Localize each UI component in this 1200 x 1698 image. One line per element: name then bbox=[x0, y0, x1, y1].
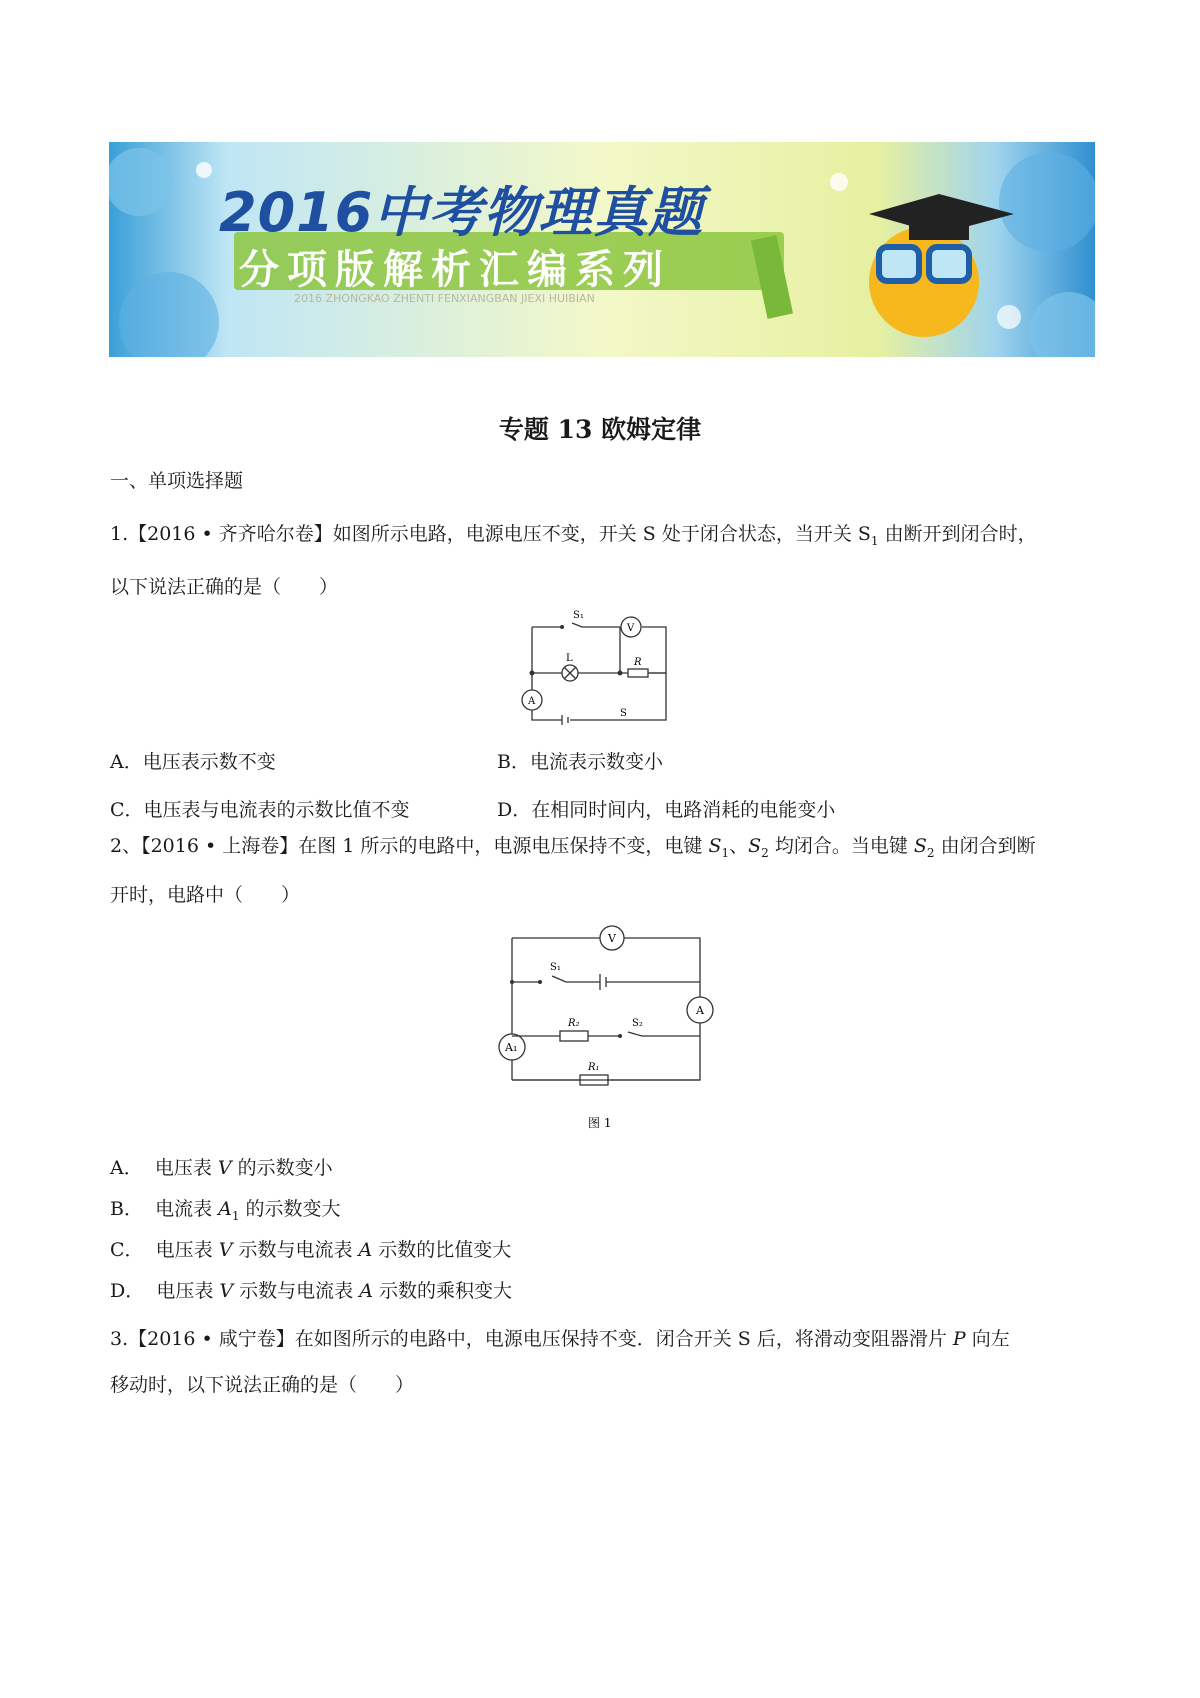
q2-a-var: V bbox=[217, 1157, 232, 1179]
q3-line2: 移动时，以下说法正确的是（ ） bbox=[110, 1374, 415, 1396]
header-banner bbox=[109, 142, 1095, 357]
q2-b-rest: 的示数变大 bbox=[239, 1198, 341, 1220]
q1-line2: 以下说法正确的是（ ） bbox=[110, 575, 339, 598]
q2-b-text: 电流表 bbox=[155, 1198, 219, 1220]
q2-d-var2: A bbox=[359, 1280, 373, 1302]
q2-label-r2: R₂ bbox=[568, 1018, 580, 1029]
q2-label-v: V bbox=[608, 932, 616, 945]
q2-s2-sub: 2 bbox=[761, 845, 769, 860]
q2-option-c bbox=[110, 1235, 511, 1262]
q2-label-s1: S₁ bbox=[550, 962, 561, 973]
q3-text: 3.【2016 • 咸宁卷】在如图所示的电路中，电源电压保持不变．闭合开关 S 后，将滑动变阻器滑片 bbox=[110, 1328, 953, 1350]
q2-c-var: V bbox=[218, 1239, 233, 1261]
q2-figure-caption: 图 1 bbox=[588, 1116, 612, 1130]
section-heading: 一、单项选择题 bbox=[110, 470, 244, 492]
q2-c-var2: A bbox=[358, 1239, 373, 1261]
q1-label-r: R bbox=[634, 657, 642, 668]
q1-option-a: A．电压表示数不变 bbox=[110, 751, 276, 773]
q2-prefix: 2、【2016 • 上海卷】在图 1 所示的电路中，电源电压保持不变，电键 bbox=[110, 835, 709, 857]
q2-a-label: A． bbox=[110, 1157, 143, 1179]
q2-d-label: D． bbox=[110, 1280, 145, 1302]
q2-a-text: 电压表 bbox=[154, 1157, 218, 1179]
q2-d-var: V bbox=[219, 1280, 234, 1302]
q2-mid: 均闭合。当电键 bbox=[768, 835, 914, 857]
q2-suffix: 由闭合到断 bbox=[934, 835, 1036, 857]
q1-option-c: C．电压表与电流表的示数比值不变 bbox=[110, 799, 410, 821]
q1-label-a: A bbox=[528, 696, 536, 707]
q1-label-v: V bbox=[627, 623, 635, 634]
q2-s1-sub: 1 bbox=[721, 845, 730, 860]
q3-p: P bbox=[952, 1328, 966, 1350]
q1-circuit-diagram bbox=[520, 605, 675, 730]
q2-option-b bbox=[110, 1194, 341, 1223]
q2-d-rest2: 示数的乘积变大 bbox=[372, 1280, 512, 1302]
q2-b-var: A bbox=[218, 1198, 232, 1220]
q2-d-rest: 示数与电流表 bbox=[233, 1280, 360, 1302]
q2-label-r1: R₁ bbox=[588, 1062, 600, 1073]
banner-title: 2016中考物理真题 bbox=[219, 181, 704, 244]
q2-sep: 、 bbox=[729, 835, 749, 857]
question-3 bbox=[110, 1316, 1100, 1408]
q2-s1: S bbox=[708, 835, 722, 857]
q2-a-rest: 的示数变小 bbox=[231, 1157, 333, 1179]
question-2 bbox=[110, 825, 1100, 916]
q2-option-a bbox=[110, 1153, 333, 1180]
q2-s2b-sub: 2 bbox=[926, 845, 935, 860]
q1-option-b: B．电流表示数变小 bbox=[497, 751, 663, 773]
q1-label-s1: S₁ bbox=[573, 610, 584, 621]
banner-subtitle: 分项版解析汇编系列 bbox=[239, 247, 671, 293]
question-1 bbox=[110, 511, 1100, 610]
q2-label-a: A bbox=[696, 1004, 704, 1017]
q2-d-text: 电压表 bbox=[156, 1280, 220, 1302]
q2-circuit-diagram bbox=[490, 922, 715, 1137]
q2-c-rest: 示数与电流表 bbox=[232, 1239, 359, 1261]
page-title: 专题 13 欧姆定律 bbox=[498, 415, 702, 444]
q1-option-d: D．在相同时间内，电路消耗的电能变小 bbox=[497, 799, 836, 821]
q2-c-text: 电压表 bbox=[155, 1239, 219, 1261]
q2-label-a1: A₁ bbox=[505, 1041, 518, 1054]
q1-sub: 1 bbox=[870, 533, 879, 548]
q1-label-l: L bbox=[566, 653, 573, 664]
q3-text-b: 向左 bbox=[965, 1328, 1010, 1350]
q2-c-label: C． bbox=[110, 1239, 144, 1261]
q2-s2b: S bbox=[913, 835, 927, 857]
q2-line2: 开时，电路中（ ） bbox=[110, 883, 301, 906]
q2-b-label: B． bbox=[110, 1198, 143, 1220]
banner-pinyin: 2016 ZHONGKAO ZHENTI FENXIANGBAN JIEXI HUIBIAN bbox=[294, 292, 595, 305]
q1-text-b: 由断开到闭合时， bbox=[878, 523, 1037, 545]
q2-label-s2: S₂ bbox=[632, 1018, 643, 1029]
q2-c-rest2: 示数的比值变大 bbox=[372, 1239, 512, 1261]
q2-option-d bbox=[110, 1276, 512, 1303]
q1-text: 1.【2016 • 齐齐哈尔卷】如图所示电路，电源电压不变，开关 S 处于闭合状态，当开关 S bbox=[110, 523, 871, 545]
q2-b-sub: 1 bbox=[231, 1208, 240, 1223]
q1-label-s: S bbox=[620, 708, 627, 719]
q2-s2: S bbox=[748, 835, 762, 857]
